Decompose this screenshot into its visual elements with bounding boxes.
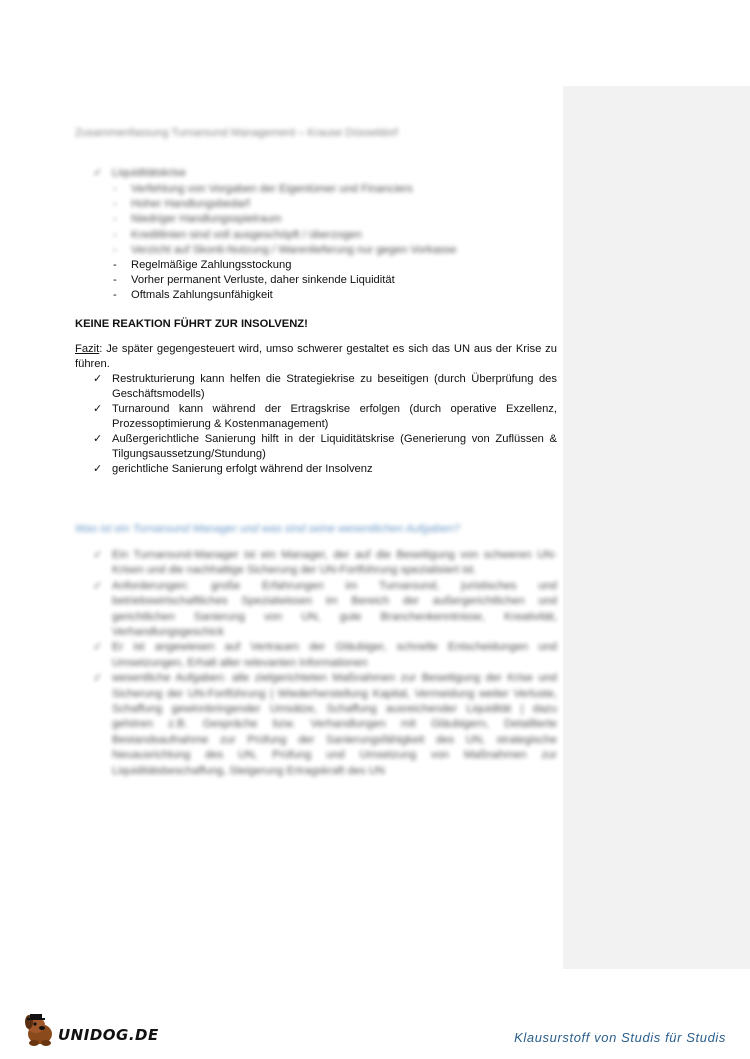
answer-list [93,548,557,779]
list-item: ✓ Ein Turnaround-Manager ist ein Manager, der auf die Beseitigung von schweren UN-Krisen und die nachhaltige Sicherung der UN-Fortführung spezialisiert ist. [93,549,557,577]
checkmark-icon: ✓ [93,433,103,445]
checkmark-icon: ✓ [93,579,103,592]
fazit-label: Fazit [75,343,100,355]
liquidity-crisis-list [113,182,563,304]
liquidity-crisis-label: Liquiditätskrise [112,167,186,179]
list-item: ✓ Restrukturierung kann helfen die Strategiekrise zu beseitigen (durch Überprüfung des Geschäftsmodells) [93,373,557,400]
dash-icon: - [113,183,117,195]
checkmark-icon: ✓ [93,549,103,561]
warning-heading: KEINE REAKTION FÜHRT ZUR INSOLVENZ! [75,318,308,330]
list-item: - Regelmäßige Zahlungsstockung [113,258,292,271]
list-item: - Oftmals Zahlungsunfähigkeit [113,289,273,302]
document-title: Zusammenfassung Turnaround Management – Krause Düsseldorf [75,127,398,139]
list-item: - Hoher Handlungsbedarf [113,198,250,211]
list-item: - Verfehlung von Vorgaben der Eigentümer und Financiers [113,183,413,195]
dash-icon: - [113,198,117,211]
fazit-list [93,372,557,477]
list-item: ✓ Er ist angewiesen auf Vertrauen der Gläubiger, schnelle Entscheidungen und Umsetzungen, Erhalt aller relevanten Informationen [93,641,557,669]
dash-icon: - [113,289,117,302]
list-item: - Niedriger Handlungsspielraum [113,213,282,226]
dog-icon [22,1012,62,1048]
dash-icon: - [113,274,117,287]
logo-text: UNIDOG.DE [58,1026,159,1044]
fazit-paragraph [75,342,557,372]
checkmark-icon: ✓ [93,463,103,475]
checkmark-icon: ✓ [93,167,103,179]
list-item: ✓ Turnaround kann während der Ertragskrise erfolgen (durch operative Exzellenz, Prozessoptimierung & Kostenmanagement) [93,403,557,430]
footer-tagline: Klausurstoff von Studis für Studis [514,1030,726,1045]
dash-icon: - [113,258,117,271]
sidebar-panel [563,86,750,969]
list-item: ✓ Anforderungen: große Erfahrungen im Turnaround, juristisches und betriebswirtschaftliches Spezialwissen im Bereich der außergerichtlichen und gerichtlichen Sanierung von UN, gute Branchenkenntnisse, Kreativität, Verhandlungsgeschick [93,579,557,639]
checkmark-icon: ✓ [93,672,103,685]
dash-icon: - [113,243,117,256]
dash-icon: - [113,213,117,226]
checkmark-icon: ✓ [93,641,103,654]
list-item: - Verzicht auf Skonti-Nutzung / Warenlieferung nur gegen Vorkasse [113,243,457,256]
fazit-text: : Je später gegengesteuert wird, umso schwerer gestaltet es sich das UN aus der Krise zu führen. [75,343,557,370]
list-item: ✓ Außergerichtliche Sanierung hilft in der Liquiditätskrise (Generierung von Zuflüssen & Tilgungsaussetzung/Stundung) [93,433,557,460]
checkmark-icon: ✓ [93,403,103,415]
list-item: ✓ wesentliche Aufgaben: alle zielgerichteten Maßnahmen zur Beseitigung der Krise und Sicherung der UN-Fortführung | Wiederherstellung Kapital, Vermeidung weiter Verluste, Schaffung gewinnbringender Umsätze, Schaffung ausreichender Liquidität | dazu gehören z.B. Gespräche bzw. Verhandlungen mit Gläubigern, Detaillierte Bestandsaufnahme zur Prüfung der Sanierungsfähigkeit des UN, strategische Neuausrichtung des UN, Prüfung und Umsetzung von Maßnahmen zur Liquiditätsbeschaffung, Steigerung Ertragskraft des UN [93,672,557,777]
list-item: - Kreditlinien sind voll ausgeschöpft / überzogen [113,228,362,241]
dash-icon: - [113,228,117,241]
liquidity-crisis-item [93,166,555,181]
checkmark-icon: ✓ [93,373,103,385]
list-item: ✓ gerichtliche Sanierung erfolgt während der Insolvenz [93,463,373,475]
question-heading: Was ist ein Turnaround Manager und was sind seine wesentlichen Aufgaben? [75,523,460,535]
list-item: - Vorher permanent Verluste, daher sinkende Liquidität [113,274,395,287]
unidog-logo [22,1012,159,1048]
